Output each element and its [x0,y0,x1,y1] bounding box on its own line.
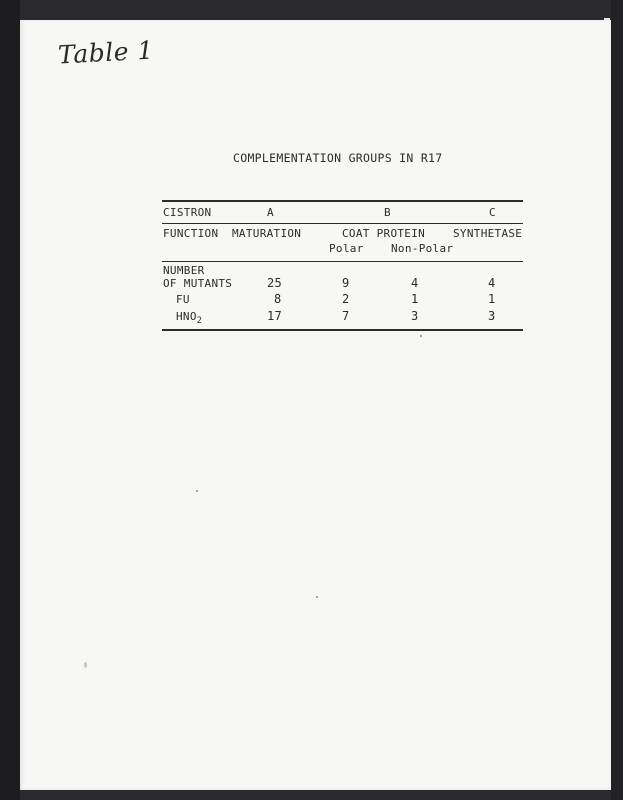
fu-c: 1 [488,292,496,306]
hno-subscript: 2 [196,316,203,326]
fu-polar: 2 [342,292,350,306]
hno2-c: 3 [488,309,496,323]
document-page [20,20,611,790]
cistron-a: A [267,206,274,219]
document-title: COMPLEMENTATION GROUPS IN R17 [233,151,443,165]
function-a: MATURATION [232,227,302,240]
fu-a: 8 [274,292,282,306]
scan-background-left [0,0,20,800]
fu-nonpolar: 1 [411,292,419,306]
table-bottom-rule [162,329,523,331]
cistron-label: CISTRON [163,206,212,219]
mutants-c: 4 [488,276,496,290]
mutants-a: 25 [267,276,283,290]
table-subheader-rule [162,261,523,262]
cistron-c: C [489,206,496,219]
function-label: FUNCTION [163,227,219,240]
handwritten-table-label: Table 1 [57,35,155,70]
function-c: SYNTHETASE [453,227,523,240]
scan-speck [196,490,198,492]
row-label-of-mutants: OF MUTANTS [163,277,233,290]
row-label-number: NUMBER [163,264,205,277]
function-b: COAT PROTEIN [342,227,426,240]
row-label-hno2 [176,310,203,326]
scan-background-right [611,0,623,800]
row-label-fu: FU [176,293,190,306]
table-header-rule [162,223,523,224]
subheader-polar: Polar [329,242,364,255]
mutants-nonpolar: 4 [411,276,419,290]
hno2-a: 17 [267,309,283,323]
table-top-rule [162,200,523,202]
hno2-polar: 7 [342,309,350,323]
hno-text: HNO [176,310,197,323]
mutants-polar: 9 [342,276,350,290]
scan-speck [420,335,422,337]
cistron-b: B [384,206,391,219]
hno2-nonpolar: 3 [411,309,419,323]
subheader-nonpolar: Non-Polar [391,242,454,255]
scan-speck [316,596,318,598]
scan-mark [84,662,87,668]
